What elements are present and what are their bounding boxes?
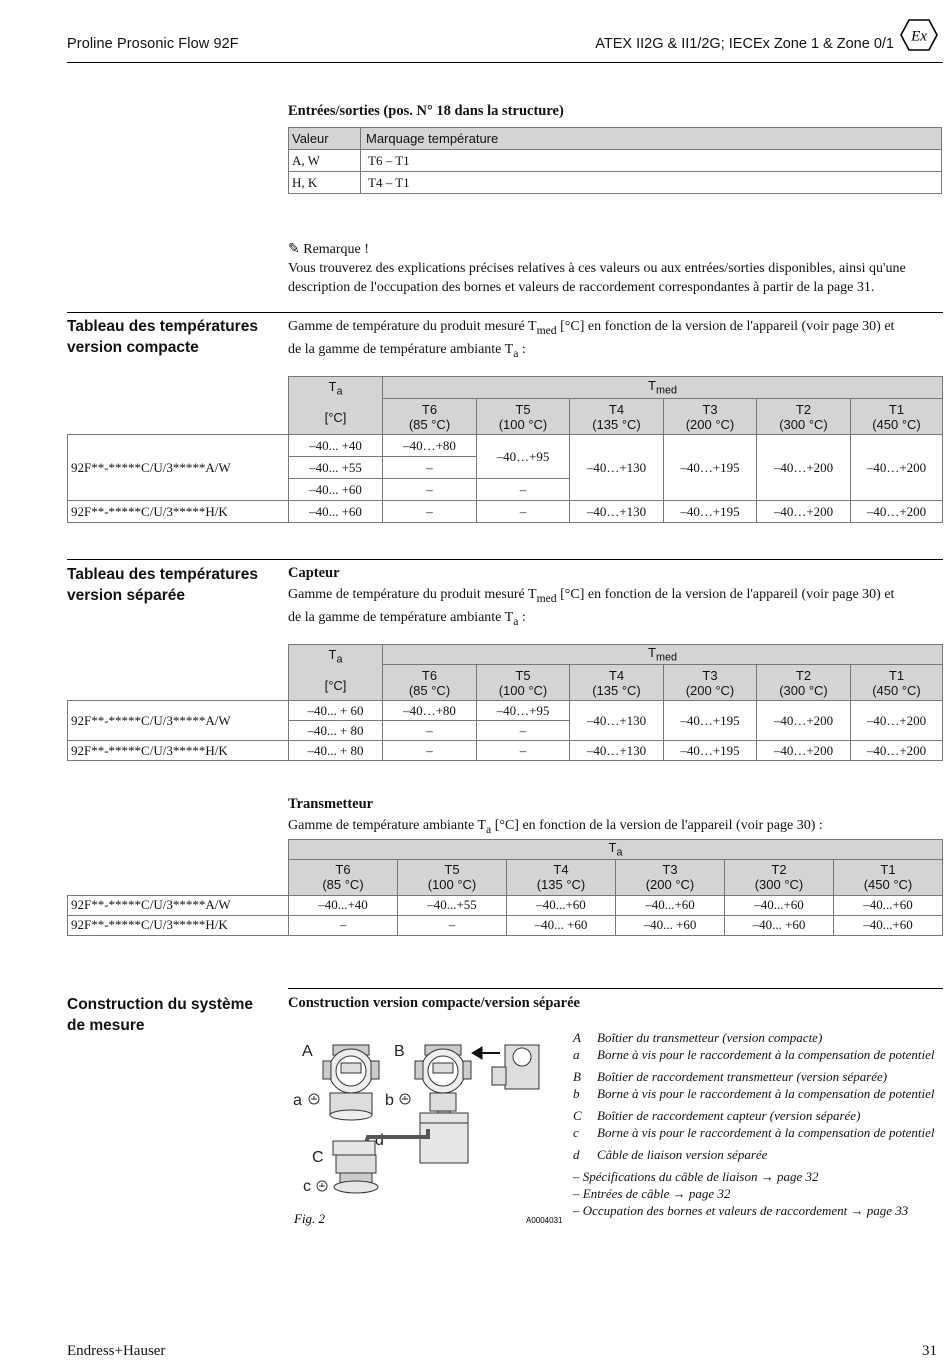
- table-cell: –40…+195: [664, 435, 757, 501]
- io-col-marking: Marquage température: [361, 128, 942, 150]
- separate-tmed-header: $T_{med}$: [383, 645, 943, 665]
- ex-hexagon-icon: [899, 18, 939, 52]
- transmitter-table: [67, 839, 943, 936]
- transmitter-class-t3: T3 (200 °C): [616, 859, 725, 895]
- construction-title-line2: de mesure: [67, 1017, 145, 1034]
- table-cell: –40...+60: [834, 895, 943, 915]
- separate-class-t6: T6 (85 °C): [383, 665, 477, 701]
- table-cell: –40... + 80: [289, 741, 383, 761]
- table-cell: –: [383, 501, 477, 523]
- fig-code: A0004031: [526, 1216, 563, 1225]
- legend-item-B: B Boîtier de raccordement transmetteur (version séparée): [573, 1069, 888, 1084]
- table-cell: –40…+195: [664, 701, 757, 741]
- table-cell: –40…+95: [477, 435, 570, 479]
- table-cell: –40…+200: [851, 701, 943, 741]
- legend-item-a: a Borne à vis pour le raccordement à la compensation de potentiel: [573, 1047, 935, 1062]
- table-cell: –: [398, 915, 507, 935]
- header-rule: [67, 62, 943, 63]
- figure-legend: [573, 1029, 941, 1219]
- note-text: Vous trouverez des explications précises relatives à ces valeurs ou aux entrées/sorties disponibles, ainsi qu'une description de l'occupation des bornes et valeurs de raccordement correspondantes à partir de la page 31.: [288, 261, 906, 295]
- separate-section-title: [67, 564, 258, 606]
- fig-letter-c: c: [303, 1178, 311, 1195]
- compact-class-t1: T1 (450 °C): [851, 399, 943, 435]
- compact-model-aw: 92F**-*****C/U/3*****A/W: [68, 435, 289, 501]
- table-cell: –: [289, 915, 398, 935]
- fig-label: Fig. 2: [294, 1211, 326, 1226]
- separate-class-t1: T1 (450 °C): [851, 665, 943, 701]
- table-cell: –40…+200: [851, 741, 943, 761]
- arrow-right-icon: →: [672, 1186, 686, 1201]
- pencil-icon: ✎: [288, 242, 300, 257]
- fig-letter-B: B: [394, 1043, 405, 1060]
- table-cell: –40...+60: [834, 915, 943, 935]
- io-row-1-marking: T6 – T1: [361, 150, 942, 172]
- ref-terminal-assignment[interactable]: – Occupation des bornes et valeurs de raccordement → page 33: [573, 1203, 909, 1218]
- section-rule-separate: [67, 559, 943, 560]
- table-cell: –40…+200: [757, 435, 851, 501]
- header-product-name: Proline Prosonic Flow 92F: [67, 36, 239, 52]
- table-cell: –40…+195: [664, 741, 757, 761]
- separate-intro: Gamme de température du produit mesuré $T_{med}$ [°C] en fonction de la version de l'appareil (voir page 30) et de la gamme de température ambiante $T_a$ :: [288, 587, 895, 628]
- compact-tmed-header: $T_{med}$: [383, 377, 943, 399]
- fig-letter-a: a: [293, 1092, 302, 1109]
- io-table: [288, 127, 942, 194]
- table-cell: –: [383, 721, 477, 741]
- table-cell: –40... +60: [289, 479, 383, 501]
- table-cell: –40…+195: [664, 501, 757, 523]
- table-cell: –: [477, 479, 570, 501]
- compact-class-t6: T6 (85 °C): [383, 399, 477, 435]
- table-cell: –40... +60: [289, 501, 383, 523]
- ex-logo-text: Ex: [911, 28, 927, 45]
- transmitter-model-aw: 92F**-*****C/U/3*****A/W: [68, 895, 289, 915]
- compact-class-t2: T2 (300 °C): [757, 399, 851, 435]
- ref-cable-spec[interactable]: – Spécifications du câble de liaison → page 32: [573, 1169, 819, 1184]
- table-cell: –: [477, 501, 570, 523]
- separate-class-t5: T5 (100 °C): [477, 665, 570, 701]
- table-cell: –: [477, 741, 570, 761]
- compact-class-t4: T4 (135 °C): [570, 399, 664, 435]
- table-cell: –: [383, 457, 477, 479]
- table-cell: –40... +60: [507, 915, 616, 935]
- table-cell: –40…+200: [757, 501, 851, 523]
- legend-item-b: b Borne à vis pour le raccordement à la compensation de potentiel: [573, 1086, 935, 1101]
- legend-item-A: A Boîtier du transmetteur (version compacte): [573, 1030, 823, 1045]
- separate-title-line2: version séparée: [67, 587, 186, 604]
- table-cell: –: [383, 741, 477, 761]
- table-cell: –: [477, 721, 570, 741]
- table-cell: –: [383, 479, 477, 501]
- table-cell: –40…+95: [477, 701, 570, 721]
- compact-temperature-table: [67, 376, 943, 523]
- table-cell: –40…+200: [851, 435, 943, 501]
- table-cell: –40…+130: [570, 435, 664, 501]
- construction-subtitle: Construction version compacte/version séparée: [288, 995, 580, 1011]
- table-cell: –40…+130: [570, 701, 664, 741]
- transmitter-class-t1: T1 (450 °C): [834, 859, 943, 895]
- table-cell: –40…+80: [383, 701, 477, 721]
- separate-model-hk: 92F**-*****C/U/3*****H/K: [68, 741, 289, 761]
- compact-model-hk: 92F**-*****C/U/3*****H/K: [68, 501, 289, 523]
- separate-sensor-table: [67, 644, 943, 761]
- legend-item-C: C Boîtier de raccordement capteur (version séparée): [573, 1108, 861, 1123]
- arrow-right-icon: →: [850, 1203, 864, 1218]
- separate-title-line1: Tableau des températures: [67, 566, 258, 583]
- table-cell: –40...+40: [289, 895, 398, 915]
- separate-model-aw: 92F**-*****C/U/3*****A/W: [68, 701, 289, 741]
- footer-company: Endress+Hauser: [67, 1343, 166, 1359]
- table-cell: –40…+130: [570, 741, 664, 761]
- io-col-value: Valeur: [289, 128, 361, 150]
- compact-class-t3: T3 (200 °C): [664, 399, 757, 435]
- table-cell: –40...+55: [398, 895, 507, 915]
- compact-ta-header: $T_a$ [°C]: [289, 377, 383, 435]
- fig-letter-d: d: [375, 1132, 384, 1149]
- transmitter-class-t4: T4 (135 °C): [507, 859, 616, 895]
- construction-section-title: [67, 994, 253, 1036]
- ref-cable-entries[interactable]: – Entrées de câble → page 32: [573, 1186, 731, 1201]
- io-row-2-marking: T4 – T1: [361, 172, 942, 194]
- table-cell: –40... + 80: [289, 721, 383, 741]
- legend-item-d: d Câble de liaison version séparée: [573, 1147, 768, 1162]
- separate-class-t3: T3 (200 °C): [664, 665, 757, 701]
- io-row-2-value: H, K: [289, 172, 361, 194]
- table-cell: –40…+200: [851, 501, 943, 523]
- separate-class-t4: T4 (135 °C): [570, 665, 664, 701]
- transmitter-class-t5: T5 (100 °C): [398, 859, 507, 895]
- table-cell: –40…+80: [383, 435, 477, 457]
- io-section-title: Entrées/sorties (pos. N° 18 dans la structure): [288, 103, 564, 119]
- sensor-title: Capteur: [288, 565, 340, 581]
- separate-ta-header: $T_a$ [°C]: [289, 645, 383, 701]
- transmitter-title: Transmetteur: [288, 796, 374, 812]
- section-rule-construction: [288, 988, 943, 989]
- footer-page-number: 31: [922, 1343, 937, 1359]
- compact-class-t5: T5 (100 °C): [477, 399, 570, 435]
- table-cell: –40...+60: [507, 895, 616, 915]
- fig-letter-b: b: [385, 1092, 394, 1109]
- table-cell: –40... +60: [616, 915, 725, 935]
- table-cell: –40…+200: [757, 701, 851, 741]
- table-cell: –40…+200: [757, 741, 851, 761]
- compact-title-line2: version compacte: [67, 339, 199, 356]
- table-cell: –40...+60: [616, 895, 725, 915]
- separate-class-t2: T2 (300 °C): [757, 665, 851, 701]
- table-cell: –40...+60: [725, 895, 834, 915]
- compact-section-title: [67, 316, 258, 358]
- device-construction-figure: [288, 1033, 568, 1233]
- fig-letter-C: C: [312, 1149, 324, 1166]
- compact-title-line1: Tableau des températures: [67, 318, 258, 335]
- io-row-1-value: A, W: [289, 150, 361, 172]
- table-cell: –40…+130: [570, 501, 664, 523]
- table-cell: –40... +55: [289, 457, 383, 479]
- transmitter-class-t6: T6 (85 °C): [289, 859, 398, 895]
- compact-intro: Gamme de température du produit mesuré $T_{med}$ [°C] en fonction de la version de l'appareil (voir page 30) et de la gamme de température ambiante $T_a$ :: [288, 319, 895, 360]
- transmitter-class-t2: T2 (300 °C): [725, 859, 834, 895]
- arrow-right-icon: →: [760, 1169, 774, 1184]
- construction-title-line1: Construction du système: [67, 996, 254, 1013]
- table-cell: –40... +40: [289, 435, 383, 457]
- transmitter-ta-header: $T_a$: [289, 840, 943, 860]
- table-cell: –40... +60: [725, 915, 834, 935]
- legend-item-c: c Borne à vis pour le raccordement à la compensation de potentiel: [573, 1125, 935, 1140]
- header-certification: ATEX II2G & II1/2G; IECEx Zone 1 & Zone 0/1: [595, 36, 894, 52]
- note-label: Remarque !: [303, 242, 369, 257]
- section-rule-compact: [67, 312, 943, 313]
- note-heading: [288, 240, 369, 259]
- table-cell: –40... + 60: [289, 701, 383, 721]
- fig-letter-A: A: [302, 1043, 313, 1060]
- transmitter-intro: Gamme de température ambiante $T_a$ [°C] en fonction de la version de l'appareil (voir page 30) :: [288, 818, 823, 836]
- transmitter-model-hk: 92F**-*****C/U/3*****H/K: [68, 915, 289, 935]
